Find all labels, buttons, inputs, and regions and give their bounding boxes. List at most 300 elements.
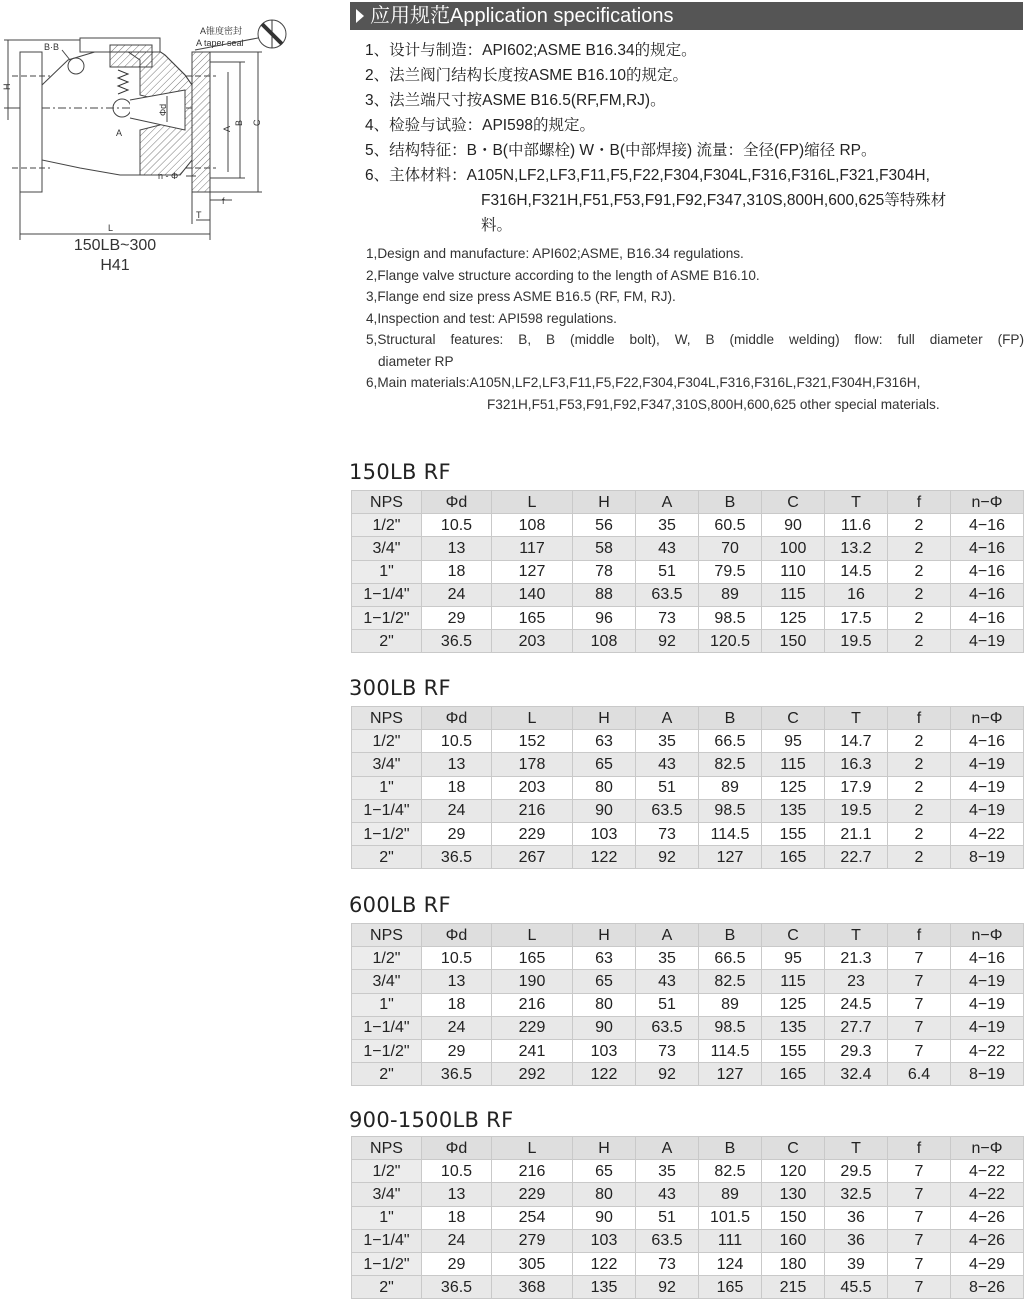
label-a: A bbox=[222, 125, 232, 132]
table-row bbox=[352, 560, 1024, 583]
table-cell: 2 bbox=[888, 776, 951, 799]
table-cell: 3/4" bbox=[352, 537, 422, 560]
table-cell: 60.5 bbox=[699, 514, 762, 537]
column-header: Φd bbox=[422, 924, 492, 947]
table-cell: 82.5 bbox=[699, 753, 762, 776]
table-cell: 2" bbox=[352, 846, 422, 869]
table-cell: 96 bbox=[573, 606, 636, 629]
table-cell: 63 bbox=[573, 947, 636, 970]
cn-spec-item: 3、法兰端尺寸按ASME B16.5(RF,FM,RJ)。 bbox=[365, 92, 666, 109]
spec-table-150lb bbox=[351, 490, 1024, 653]
table-cell: 2" bbox=[352, 630, 422, 653]
table-cell: 216 bbox=[492, 799, 573, 822]
table-cell: 267 bbox=[492, 846, 573, 869]
table-cell: 32.5 bbox=[825, 1183, 888, 1206]
table-cell: 73 bbox=[636, 822, 699, 845]
table-row bbox=[352, 970, 1024, 993]
table-cell: 127 bbox=[699, 1063, 762, 1086]
table-cell: 111 bbox=[699, 1229, 762, 1252]
table-cell: 24 bbox=[422, 799, 492, 822]
table-cell: 95 bbox=[762, 730, 825, 753]
table-cell: 108 bbox=[573, 630, 636, 653]
table-cell: 4−22 bbox=[951, 1039, 1024, 1062]
table-cell: 7 bbox=[888, 1276, 951, 1299]
column-header: NPS bbox=[352, 491, 422, 514]
table-cell: 8−19 bbox=[951, 846, 1024, 869]
table-cell: 127 bbox=[492, 560, 573, 583]
table-cell: 216 bbox=[492, 1160, 573, 1183]
column-header: A bbox=[636, 1137, 699, 1160]
column-header: Φd bbox=[422, 491, 492, 514]
table-cell: 82.5 bbox=[699, 970, 762, 993]
table-cell: 1−1/4" bbox=[352, 1229, 422, 1252]
label-taper-en: A taper seal bbox=[196, 38, 244, 48]
column-header: T bbox=[825, 491, 888, 514]
table-cell: 10.5 bbox=[422, 730, 492, 753]
table-cell: 35 bbox=[636, 1160, 699, 1183]
left-flange bbox=[20, 52, 42, 192]
table-cell: 115 bbox=[762, 753, 825, 776]
table-cell: 16 bbox=[825, 583, 888, 606]
table-cell: 21.1 bbox=[825, 822, 888, 845]
table-row bbox=[352, 1276, 1024, 1299]
table-cell: 229 bbox=[492, 822, 573, 845]
table-cell: 98.5 bbox=[699, 799, 762, 822]
table-cell: 165 bbox=[762, 1063, 825, 1086]
table-cell: 2" bbox=[352, 1063, 422, 1086]
table-cell: 56 bbox=[573, 514, 636, 537]
column-header: L bbox=[492, 924, 573, 947]
table-cell: 114.5 bbox=[699, 822, 762, 845]
table-cell: 18 bbox=[422, 776, 492, 799]
arrow-right-icon bbox=[356, 9, 364, 23]
table-cell: 92 bbox=[636, 1276, 699, 1299]
en-spec-item-continued: diameter RP bbox=[378, 353, 454, 369]
table-cell: 7 bbox=[888, 1183, 951, 1206]
table-cell: 1" bbox=[352, 1206, 422, 1229]
table-cell: 35 bbox=[636, 730, 699, 753]
column-header: B bbox=[699, 491, 762, 514]
table-cell: 7 bbox=[888, 1206, 951, 1229]
table-cell: 51 bbox=[636, 1206, 699, 1229]
label-bb: B·B bbox=[44, 42, 60, 52]
table-cell: 70 bbox=[699, 537, 762, 560]
table-row bbox=[352, 776, 1024, 799]
table-cell: 18 bbox=[422, 993, 492, 1016]
table-cell: 92 bbox=[636, 846, 699, 869]
table-cell: 10.5 bbox=[422, 1160, 492, 1183]
table-cell: 120.5 bbox=[699, 630, 762, 653]
table-cell: 4−29 bbox=[951, 1252, 1024, 1275]
spec-header-title: 应用规范Application specifications bbox=[370, 5, 674, 27]
table-cell: 92 bbox=[636, 1063, 699, 1086]
label-c: C bbox=[252, 119, 262, 126]
table-cell: 4−19 bbox=[951, 1016, 1024, 1039]
table-cell: 7 bbox=[888, 1252, 951, 1275]
table-cell: 43 bbox=[636, 537, 699, 560]
table-cell: 23 bbox=[825, 970, 888, 993]
label-a-small: A bbox=[116, 128, 123, 138]
table-cell: 19.5 bbox=[825, 630, 888, 653]
table-cell: 4−16 bbox=[951, 560, 1024, 583]
en-spec-item: 4,Inspection and test: API598 regulations. bbox=[366, 310, 617, 326]
table-cell: 100 bbox=[762, 537, 825, 560]
table-cell: 73 bbox=[636, 606, 699, 629]
table-cell: 125 bbox=[762, 993, 825, 1016]
table-cell: 43 bbox=[636, 1183, 699, 1206]
column-header: n−Φ bbox=[951, 707, 1024, 730]
table-header-row bbox=[352, 707, 1024, 730]
table-cell: 4−26 bbox=[951, 1206, 1024, 1229]
column-header: H bbox=[573, 707, 636, 730]
table-cell: 63.5 bbox=[636, 583, 699, 606]
table-cell: 36 bbox=[825, 1229, 888, 1252]
label-taper-cn: A锥度密封 bbox=[200, 26, 243, 36]
column-header: n−Φ bbox=[951, 1137, 1024, 1160]
cn-spec-list bbox=[365, 38, 1025, 238]
table-cell: 17.5 bbox=[825, 606, 888, 629]
table-cell: 27.7 bbox=[825, 1016, 888, 1039]
table-cell: 368 bbox=[492, 1276, 573, 1299]
table-cell: 2 bbox=[888, 514, 951, 537]
table-cell: 122 bbox=[573, 846, 636, 869]
column-header: f bbox=[888, 707, 951, 730]
table-cell: 124 bbox=[699, 1252, 762, 1275]
table-cell: 4−16 bbox=[951, 537, 1024, 560]
table-title-900-1500lb: 900-1500LB RF bbox=[349, 1108, 514, 1132]
table-cell: 254 bbox=[492, 1206, 573, 1229]
table-cell: 19.5 bbox=[825, 799, 888, 822]
table-row bbox=[352, 537, 1024, 560]
table-cell: 4−16 bbox=[951, 514, 1024, 537]
table-cell: 2 bbox=[888, 560, 951, 583]
table-header-row bbox=[352, 924, 1024, 947]
table-cell: 178 bbox=[492, 753, 573, 776]
table-cell: 13 bbox=[422, 537, 492, 560]
table-cell: 45.5 bbox=[825, 1276, 888, 1299]
column-header: NPS bbox=[352, 924, 422, 947]
table-cell: 24 bbox=[422, 1016, 492, 1039]
table-cell: 58 bbox=[573, 537, 636, 560]
column-header: Φd bbox=[422, 707, 492, 730]
table-cell: 13.2 bbox=[825, 537, 888, 560]
table-cell: 89 bbox=[699, 993, 762, 1016]
table-cell: 51 bbox=[636, 993, 699, 1016]
table-cell: 115 bbox=[762, 583, 825, 606]
table-cell: 6.4 bbox=[888, 1063, 951, 1086]
table-cell: 279 bbox=[492, 1229, 573, 1252]
label-phi-d: Φd bbox=[158, 103, 168, 116]
table-cell: 73 bbox=[636, 1039, 699, 1062]
column-header: n−Φ bbox=[951, 924, 1024, 947]
table-cell: 14.7 bbox=[825, 730, 888, 753]
table-cell: 8−26 bbox=[951, 1276, 1024, 1299]
table-row bbox=[352, 1160, 1024, 1183]
table-cell: 43 bbox=[636, 970, 699, 993]
column-header: A bbox=[636, 924, 699, 947]
en-spec-item: 6,Main materials:A105N,LF2,LF3,F11,F5,F22,F304,F304L,F316,F316L,F321,F304H,F316H, bbox=[366, 375, 921, 390]
table-cell: 165 bbox=[492, 606, 573, 629]
table-cell: 2 bbox=[888, 753, 951, 776]
table-cell: 7 bbox=[888, 947, 951, 970]
column-header: C bbox=[762, 707, 825, 730]
table-cell: 36.5 bbox=[422, 1063, 492, 1086]
table-cell: 1−1/4" bbox=[352, 583, 422, 606]
table-cell: 305 bbox=[492, 1252, 573, 1275]
table-cell: 13 bbox=[422, 1183, 492, 1206]
table-cell: 165 bbox=[762, 846, 825, 869]
table-cell: 10.5 bbox=[422, 947, 492, 970]
drawing-caption-class: 150LB~300 bbox=[73, 237, 157, 254]
table-cell: 1−1/4" bbox=[352, 799, 422, 822]
table-cell: 24.5 bbox=[825, 993, 888, 1016]
table-cell: 7 bbox=[888, 993, 951, 1016]
table-cell: 7 bbox=[888, 1160, 951, 1183]
table-cell: 1/2" bbox=[352, 514, 422, 537]
column-header: n−Φ bbox=[951, 491, 1024, 514]
table-cell: 35 bbox=[636, 947, 699, 970]
table-cell: 203 bbox=[492, 630, 573, 653]
table-cell: 89 bbox=[699, 776, 762, 799]
table-row bbox=[352, 1206, 1024, 1229]
column-header: f bbox=[888, 924, 951, 947]
en-spec-list bbox=[366, 243, 1024, 415]
table-cell: 152 bbox=[492, 730, 573, 753]
table-cell: 78 bbox=[573, 560, 636, 583]
column-header: T bbox=[825, 924, 888, 947]
table-cell: 4−16 bbox=[951, 730, 1024, 753]
table-cell: 90 bbox=[573, 1016, 636, 1039]
table-row bbox=[352, 1063, 1024, 1086]
table-cell: 1−1/2" bbox=[352, 822, 422, 845]
cn-spec-item: 6、主体材料：A105N,LF2,LF3,F11,F5,F22,F304,F304L,F316,F316L,F321,F304H, bbox=[365, 167, 930, 184]
table-cell: 135 bbox=[762, 1016, 825, 1039]
table-cell: 90 bbox=[573, 1206, 636, 1229]
table-cell: 4−22 bbox=[951, 1183, 1024, 1206]
table-row bbox=[352, 1183, 1024, 1206]
table-cell: 36.5 bbox=[422, 630, 492, 653]
table-cell: 98.5 bbox=[699, 606, 762, 629]
column-header: C bbox=[762, 491, 825, 514]
table-row bbox=[352, 822, 1024, 845]
table-cell: 114.5 bbox=[699, 1039, 762, 1062]
table-cell: 122 bbox=[573, 1063, 636, 1086]
table-cell: 3/4" bbox=[352, 753, 422, 776]
table-cell: 39 bbox=[825, 1252, 888, 1275]
table-row bbox=[352, 799, 1024, 822]
table-cell: 32.4 bbox=[825, 1063, 888, 1086]
table-cell: 1" bbox=[352, 560, 422, 583]
table-cell: 3/4" bbox=[352, 1183, 422, 1206]
table-cell: 10.5 bbox=[422, 514, 492, 537]
table-cell: 108 bbox=[492, 514, 573, 537]
table-row bbox=[352, 606, 1024, 629]
table-cell: 16.3 bbox=[825, 753, 888, 776]
table-cell: 140 bbox=[492, 583, 573, 606]
column-header: L bbox=[492, 707, 573, 730]
table-cell: 115 bbox=[762, 970, 825, 993]
table-cell: 1−1/2" bbox=[352, 606, 422, 629]
table-cell: 160 bbox=[762, 1229, 825, 1252]
table-cell: 24 bbox=[422, 1229, 492, 1252]
table-row bbox=[352, 583, 1024, 606]
table-cell: 22.7 bbox=[825, 846, 888, 869]
table-cell: 1" bbox=[352, 776, 422, 799]
table-cell: 155 bbox=[762, 822, 825, 845]
table-cell: 36 bbox=[825, 1206, 888, 1229]
table-row bbox=[352, 993, 1024, 1016]
column-header: C bbox=[762, 924, 825, 947]
cn-spec-item: 5、结构特征：B・B(中部螺栓) W・B(中部焊接) 流量：全径(FP)缩径 RP。 bbox=[365, 142, 877, 159]
column-header: f bbox=[888, 491, 951, 514]
column-header: A bbox=[636, 707, 699, 730]
table-row bbox=[352, 1229, 1024, 1252]
table-cell: 120 bbox=[762, 1160, 825, 1183]
table-cell: 80 bbox=[573, 776, 636, 799]
table-title-600lb: 600LB RF bbox=[349, 893, 451, 917]
spec-table-300lb bbox=[351, 706, 1024, 869]
en-spec-item: 1,Design and manufacture: API602;ASME, B16.34 regulations. bbox=[366, 246, 744, 261]
table-cell: 43 bbox=[636, 753, 699, 776]
en-spec-item-continued: F321H,F51,F53,F91,F92,F347,310S,800H,600,625 other special materials. bbox=[487, 396, 940, 412]
column-header: T bbox=[825, 707, 888, 730]
column-header: H bbox=[573, 924, 636, 947]
table-cell: 1−1/4" bbox=[352, 1016, 422, 1039]
label-b: B bbox=[234, 119, 244, 126]
table-cell: 1/2" bbox=[352, 730, 422, 753]
table-cell: 92 bbox=[636, 630, 699, 653]
column-header: C bbox=[762, 1137, 825, 1160]
spec-table-600lb bbox=[351, 923, 1024, 1086]
table-cell: 4−16 bbox=[951, 606, 1024, 629]
column-header: T bbox=[825, 1137, 888, 1160]
table-cell: 110 bbox=[762, 560, 825, 583]
table-cell: 79.5 bbox=[699, 560, 762, 583]
table-cell: 29.5 bbox=[825, 1160, 888, 1183]
column-header: NPS bbox=[352, 1137, 422, 1160]
table-cell: 7 bbox=[888, 970, 951, 993]
table-row bbox=[352, 947, 1024, 970]
drawing-caption-model: H41 bbox=[100, 257, 130, 274]
table-cell: 292 bbox=[492, 1063, 573, 1086]
table-cell: 127 bbox=[699, 846, 762, 869]
table-cell: 2 bbox=[888, 606, 951, 629]
table-cell: 51 bbox=[636, 776, 699, 799]
table-cell: 4−16 bbox=[951, 583, 1024, 606]
cn-spec-item: 2、法兰阀门结构长度按ASME B16.10的规定。 bbox=[365, 67, 688, 84]
table-cell: 4−19 bbox=[951, 799, 1024, 822]
table-cell: 125 bbox=[762, 606, 825, 629]
label-t: T bbox=[196, 210, 202, 220]
table-cell: 3/4" bbox=[352, 970, 422, 993]
table-cell: 4−26 bbox=[951, 1229, 1024, 1252]
table-cell: 11.6 bbox=[825, 514, 888, 537]
column-header: L bbox=[492, 1137, 573, 1160]
table-cell: 103 bbox=[573, 1229, 636, 1252]
column-header: H bbox=[573, 1137, 636, 1160]
table-cell: 165 bbox=[699, 1276, 762, 1299]
en-spec-item: 3,Flange end size press ASME B16.5 (RF, FM, RJ). bbox=[366, 289, 676, 304]
table-cell: 2 bbox=[888, 799, 951, 822]
table-cell: 117 bbox=[492, 537, 573, 560]
table-cell: 229 bbox=[492, 1183, 573, 1206]
table-cell: 89 bbox=[699, 1183, 762, 1206]
en-spec-item: 5,Structural features: B, B (middle bolt), W, B (middle welding) flow: full diameter (FP) bbox=[366, 332, 1024, 347]
table-cell: 21.3 bbox=[825, 947, 888, 970]
table-cell: 13 bbox=[422, 753, 492, 776]
table-row bbox=[352, 1039, 1024, 1062]
table-cell: 36.5 bbox=[422, 1276, 492, 1299]
table-row bbox=[352, 1016, 1024, 1039]
label-n-phi: n - Φ bbox=[158, 171, 179, 181]
label-f: f bbox=[222, 196, 225, 206]
column-header: B bbox=[699, 1137, 762, 1160]
table-cell: 82.5 bbox=[699, 1160, 762, 1183]
cn-spec-item-continued: F316H,F321H,F51,F53,F91,F92,F347,310S,800H,600,625等特殊材 bbox=[481, 192, 947, 209]
table-cell: 65 bbox=[573, 753, 636, 776]
column-header: B bbox=[699, 924, 762, 947]
label-l: L bbox=[108, 223, 114, 233]
column-header: L bbox=[492, 491, 573, 514]
cn-spec-item: 4、检验与试验：API598的规定。 bbox=[365, 117, 595, 134]
table-cell: 2" bbox=[352, 1276, 422, 1299]
table-cell: 1" bbox=[352, 993, 422, 1016]
table-cell: 190 bbox=[492, 970, 573, 993]
table-cell: 7 bbox=[888, 1229, 951, 1252]
table-cell: 4−19 bbox=[951, 630, 1024, 653]
table-cell: 89 bbox=[699, 583, 762, 606]
table-cell: 155 bbox=[762, 1039, 825, 1062]
table-cell: 18 bbox=[422, 1206, 492, 1229]
table-cell: 4−19 bbox=[951, 970, 1024, 993]
table-cell: 203 bbox=[492, 776, 573, 799]
table-title-300lb: 300LB RF bbox=[349, 676, 451, 700]
table-cell: 2 bbox=[888, 537, 951, 560]
table-cell: 2 bbox=[888, 822, 951, 845]
table-cell: 216 bbox=[492, 993, 573, 1016]
table-cell: 8−19 bbox=[951, 1063, 1024, 1086]
table-cell: 29 bbox=[422, 1039, 492, 1062]
table-cell: 63 bbox=[573, 730, 636, 753]
table-cell: 63.5 bbox=[636, 1229, 699, 1252]
table-cell: 7 bbox=[888, 1039, 951, 1062]
table-cell: 103 bbox=[573, 822, 636, 845]
table-cell: 90 bbox=[762, 514, 825, 537]
table-cell: 36.5 bbox=[422, 846, 492, 869]
table-cell: 125 bbox=[762, 776, 825, 799]
table-row bbox=[352, 846, 1024, 869]
table-cell: 63.5 bbox=[636, 1016, 699, 1039]
table-cell: 4−22 bbox=[951, 1160, 1024, 1183]
table-cell: 1/2" bbox=[352, 1160, 422, 1183]
label-h: H bbox=[2, 83, 12, 90]
table-cell: 90 bbox=[573, 799, 636, 822]
table-cell: 17.9 bbox=[825, 776, 888, 799]
table-cell: 29 bbox=[422, 1252, 492, 1275]
table-row bbox=[352, 730, 1024, 753]
table-cell: 66.5 bbox=[699, 730, 762, 753]
table-cell: 2 bbox=[888, 630, 951, 653]
right-flange bbox=[192, 52, 210, 192]
table-cell: 98.5 bbox=[699, 1016, 762, 1039]
table-cell: 4−19 bbox=[951, 753, 1024, 776]
table-cell: 29 bbox=[422, 822, 492, 845]
table-cell: 29 bbox=[422, 606, 492, 629]
table-cell: 150 bbox=[762, 1206, 825, 1229]
table-cell: 150 bbox=[762, 630, 825, 653]
table-row bbox=[352, 514, 1024, 537]
table-cell: 165 bbox=[492, 947, 573, 970]
